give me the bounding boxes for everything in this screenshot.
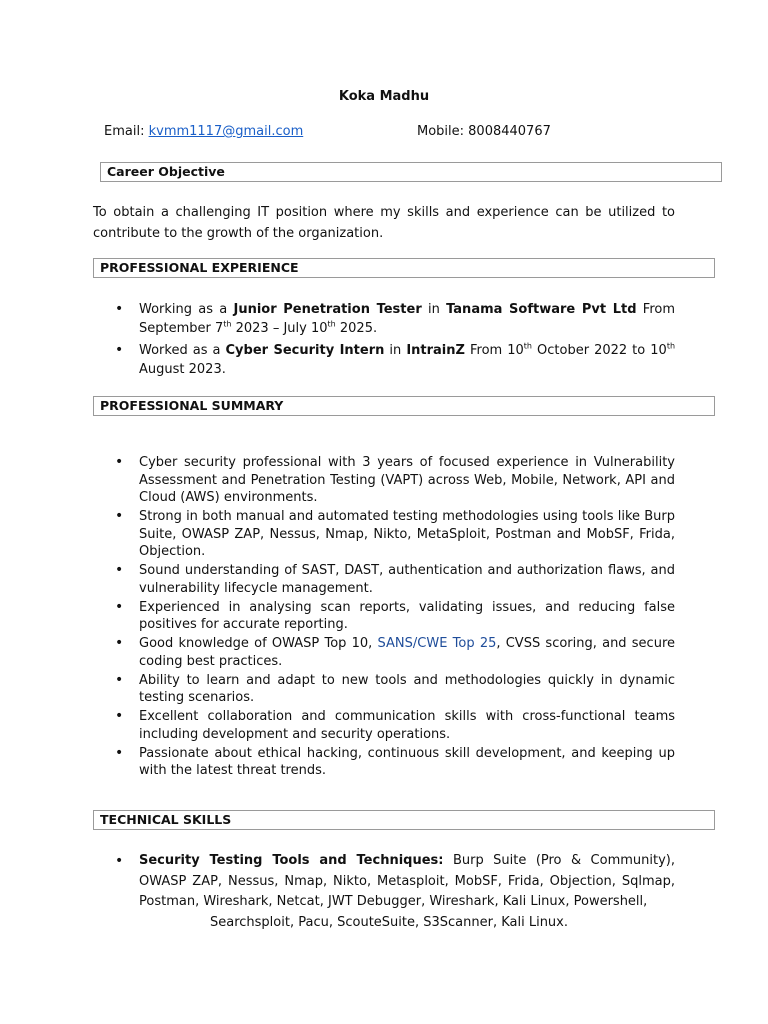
email-label: Email: (104, 124, 149, 139)
skills-continuation: Searchsploit, Pacu, ScouteSuite, S3Scanner, Kali Linux. (210, 914, 569, 930)
sans-cwe-link: SANS/CWE Top 25 (377, 636, 497, 651)
list-item: • Excellent collaboration and communication skills with cross-functional teams including development and security operations. (93, 708, 675, 743)
email-row (104, 124, 303, 139)
list-item: • Worked as a Cyber Security Intern in IntrainZ From 10th October 2022 to 10th August 2023. (93, 341, 675, 379)
list-item: • Strong in both manual and automated testing methodologies using tools like Burp Suite, OWASP ZAP, Nessus, Nmap, Nikto, MetaSploit, Postman and MobSF, Frida, Objection. (93, 508, 675, 561)
list-item: • Passionate about ethical hacking, continuous skill development, and keeping up with the latest threat trends. (93, 745, 675, 780)
technical-skills-heading: TECHNICAL SKILLS (93, 810, 715, 830)
skills-text: Burp Suite (Pro & Community), OWASP ZAP, Nessus, Nmap, Nikto, Metasploit, MobSF, Frida, Objection, Sqlmap, Postman, Wireshark, Netcat, JWT Debugger, Wireshark, Kali Linux, Powershell, (139, 853, 675, 909)
list-item: • Cyber security professional with 3 years of focused experience in Vulnerability Assessment and Penetration Testing (VAPT) across Web, Mobile, Network, API and Cloud (AWS) environments. (93, 454, 675, 507)
skills-list (93, 851, 675, 933)
list-item: • Working as a Junior Penetration Tester in Tanama Software Pvt Ltd From September 7th 2023 – July 10th 2025. (93, 300, 675, 338)
career-objective-heading: Career Objective (100, 162, 722, 182)
list-item: • Security Testing Tools and Techniques: Burp Suite (Pro & Community), OWASP ZAP, Nessus, Nmap, Nikto, Metasploit, MobSF, Frida, Objection, Sqlmap, Postman, Wireshark, Netcat, JWT Debugger, Wireshark, Kali Linux, Powershell, Searchsploit, Pacu, ScouteSuite, S3Scanner, Kali Linux. (93, 851, 675, 933)
candidate-name: Koka Madhu (338, 89, 430, 104)
professional-summary-heading: PROFESSIONAL SUMMARY (93, 396, 715, 416)
mobile-number: Mobile: 8008440767 (417, 124, 551, 139)
list-item: • Sound understanding of SAST, DAST, authentication and authorization flaws, and vulnerability lifecycle management. (93, 562, 675, 597)
list-item: • Ability to learn and adapt to new tools and methodologies quickly in dynamic testing scenarios. (93, 672, 675, 707)
list-item: • Experienced in analysing scan reports, validating issues, and reducing false positives for accurate reporting. (93, 599, 675, 634)
summary-list (93, 454, 675, 781)
professional-experience-heading: PROFESSIONAL EXPERIENCE (93, 258, 715, 278)
skills-label: Security Testing Tools and Techniques (139, 853, 439, 868)
career-objective-text: To obtain a challenging IT position where my skills and experience can be utilized to contribute to the growth of the organization. (93, 205, 675, 241)
list-item: • Good knowledge of OWASP Top 10, SANS/CWE Top 25, CVSS scoring, and secure coding best practices. (93, 635, 675, 670)
email-link[interactable]: kvmm1117@gmail.com (148, 124, 304, 139)
experience-list (93, 300, 675, 382)
